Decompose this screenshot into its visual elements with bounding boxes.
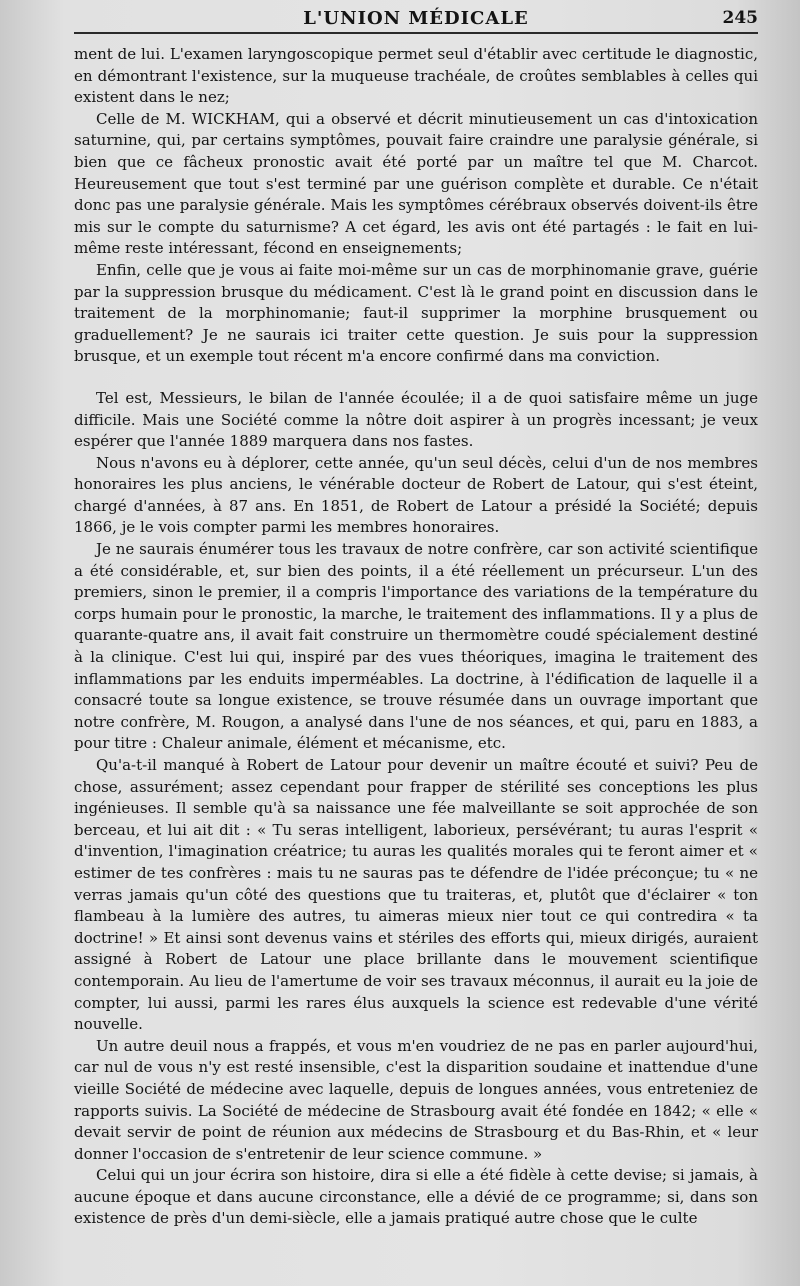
page-number: 245	[722, 8, 758, 28]
running-head	[74, 6, 758, 34]
paragraph-robert-de-latour-assessment: Qu'a-t-il manqué à Robert de Latour pour devenir un maître écouté et suivi? Peu de chose, assurément; assez cependant pour frapper de stérilité ses conceptions les plus ingénieuses. Il semble qu'à sa naissance une fée malveillante se soit approchée de son berceau, et lui ait dit : « Tu seras intelligent, laborieux, persévérant; tu auras l'esprit « d'invention, l'imagination créatrice; tu auras les qualités morales qui te feront aimer et « estimer de tes confrères : mais tu ne sauras pas te défendre de l'idée préconçue; tu « ne verras jamais qu'un côté des questions que tu traiteras, et, plutôt que d'éclairer « ton flambeau à la lumière des autres, tu aimeras mieux nier tout ce qui contredira « ta doctrine! » Et ainsi sont devenus vains et stériles des efforts qui, mieux dirigés, auraient assigné à Robert de Latour une place brillante dans le mouvement scientifique contemporain. Au lieu de l'amertume de voir ses travaux méconnus, il aurait eu la joie de compter, lui aussi, parmi les rares élus auxquels la science est redevable d'une vérité nouvelle.	[74, 756, 758, 1034]
paragraph-strasbourg-history: Celui qui un jour écrira son histoire, dira si elle a été fidèle à cette devise; si jamais, à aucune époque et dans aucune circonstance, elle a dévié de ce programme; si, dans son existence de près d'un demi-siècle, elle a jamais pratiqué autre chose que le culte	[74, 1166, 758, 1228]
paragraph-rhinitis-diagnosis: ment de lui. L'examen laryngoscopique permet seul d'établir avec certitude le diagnostic, en démontrant l'existence, sur la muqueuse trachéale, de croûtes semblables à celles qui existent dans le nez;	[74, 45, 758, 107]
body-text	[74, 44, 758, 1230]
paragraph-robert-de-latour-death: Nous n'avons eu à déplorer, cette année, qu'un seul décès, celui d'un de nos membres honoraires les plus anciens, le vénérable docteur de Robert de Latour, qui s'est éteint, chargé d'années, à 87 ans. En 1851, de Robert de Latour a présidé la Société; depuis 1866, je le vois compter parmi les membres honoraires.	[74, 453, 758, 537]
paragraph-year-summary: Tel est, Messieurs, le bilan de l'année écoulée; il a de quoi satisfaire même un juge difficile. Mais une Société comme la nôtre doit aspirer à un progrès incessant; je veux espérer que l'année 1889 marquera dans nos fastes.	[74, 388, 758, 451]
journal-title: L'UNION MÉDICALE	[303, 8, 529, 29]
paragraph-robert-de-latour-works: Je ne saurais énumérer tous les travaux de notre confrère, car son activité scientifique a été considérable, et, sur bien des points, il a été réellement un précurseur. L'un des premiers, sinon le premier, il a compris l'importance des variations de la température du corps humain pour le pronostic, la marche, le traitement des inflammations. Il y a plus de quarante-quatre ans, il avait fait construire un thermomètre coudé spécialement destiné à la clinique. C'est lui qui, inspiré par des vues théoriques, imagina le traitement des inflammations par les enduits imperméables. La doctrine, à l'édification de laquelle il a consacré toute sa longue existence, se trouve résumée dans un ouvrage important que notre confrère, M. Rougon, a analysé dans l'une de nos séances, et qui, paru en 1883, a pour titre : Chaleur animale, élément et mécanisme, etc.	[74, 540, 758, 753]
paragraph-morphinomania-case: Enfin, celle que je vous ai faite moi-même sur un cas de morphinomanie grave, guérie par la suppression brusque du médicament. C'est là le grand point en discussion dans le traitement de la morphinomanie; faut-il supprimer la morphine brusquement ou graduellement? Je ne saurais ici traiter cette question. Je suis pour la suppression brusque, et un exemple tout récent m'a encore confirmé dans ma conviction.	[74, 260, 758, 366]
paragraph-wickham-case: Celle de M. WICKHAM, qui a observé et décrit minutieusement un cas d'intoxication saturnine, qui, par certains symptômes, pouvait faire craindre une paralysie générale, si bien que ce fâcheux pronostic avait été porté par un maître tel que M. Charcot. Heureusement que tout s'est terminé par une guérison complète et durable. Ce n'était donc pas une paralysie générale. Mais les symptômes cérébraux observés doivent-ils être mis sur le compte du saturnisme? A cet égard, les avis ont été partagés : le fait en lui-même reste intéressant, fécond en enseignements;	[74, 109, 758, 258]
paragraph-strasbourg-society: Un autre deuil nous a frappés, et vous m'en voudriez de ne pas en parler aujourd'hui, car nul de vous n'y est resté insensible, c'est la disparition soudaine et inattendue d'une vieille Société de médecine avec laquelle, depuis de longues années, vous entreteniez de rapports suivis. La Société de médecine de Strasbourg avait été fondée en 1842; « elle « devait servir de point de réunion aux médecins de Strasbourg et du Bas-Rhin, et « leur donner l'occasion de s'entretenir de leur science commune. »	[74, 1036, 758, 1163]
